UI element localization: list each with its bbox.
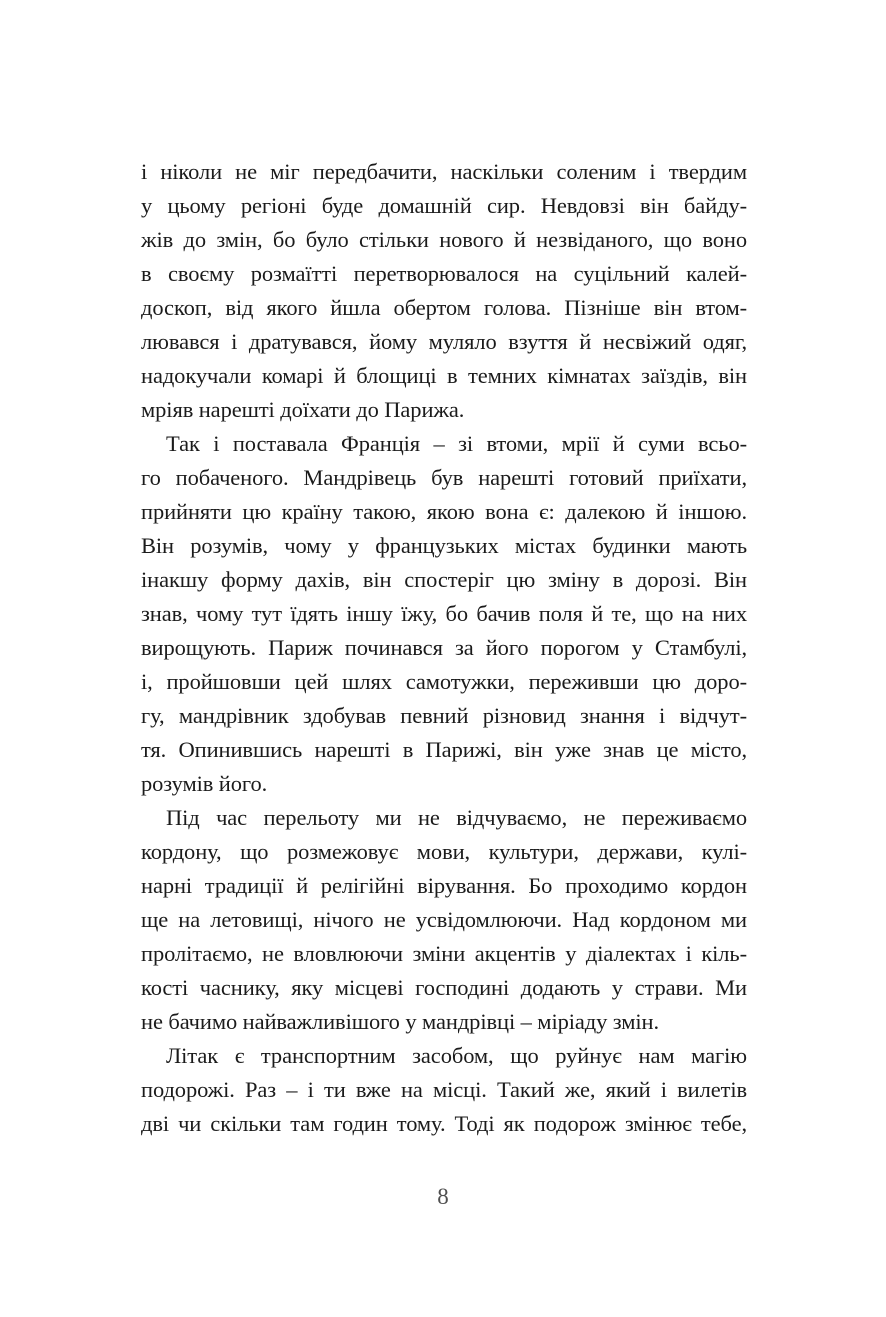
page-number: 8 bbox=[437, 1184, 449, 1209]
text-line: кості часнику, яку місцеві господині додають у страви. Ми bbox=[141, 975, 747, 1000]
paragraph bbox=[141, 1039, 747, 1141]
text-line: Під час перельоту ми не відчуваємо, не переживаємо bbox=[166, 805, 747, 830]
paragraph bbox=[141, 155, 747, 427]
text-line: го побаченого. Мандрівець був нарешті готовий приїхати, bbox=[141, 465, 747, 490]
text-line: розумів його. bbox=[141, 771, 268, 796]
text-line: дві чи скільки там годин тому. Тоді як подорож змінює тебе, bbox=[141, 1111, 747, 1136]
text-line: інакшу форму дахів, він спостеріг цю зміну в дорозі. Він bbox=[141, 567, 747, 592]
text-line: вирощують. Париж починався за його порогом у Стамбулі, bbox=[141, 635, 747, 660]
text-line: і, пройшовши цей шлях самотужки, переживши цю доро- bbox=[141, 669, 747, 694]
text-line: мріяв нарешті доїхати до Парижа. bbox=[141, 397, 465, 422]
text-line: подорожі. Раз – і ти вже на місці. Такий же, який і вилетів bbox=[141, 1077, 747, 1102]
text-line: Так і поставала Франція – зі втоми, мрії й суми всьо- bbox=[166, 431, 747, 456]
text-line: Літак є транспортним засобом, що руйнує нам магію bbox=[166, 1043, 747, 1068]
text-line: і ніколи не міг передбачити, наскільки соленим і твердим bbox=[141, 159, 747, 184]
text-line: не бачимо найважливішого у мандрівці – міріаду змін. bbox=[141, 1009, 660, 1034]
body-text bbox=[141, 155, 747, 1141]
paragraph bbox=[141, 427, 747, 801]
text-line: жів до змін, бо було стільки нового й незвіданого, що воно bbox=[141, 227, 747, 252]
text-line: ще на летовищі, нічого не усвідомлюючи. Над кордоном ми bbox=[141, 907, 747, 932]
paragraph bbox=[141, 801, 747, 1039]
text-line: надокучали комарі й блощиці в темних кімнатах заїздів, він bbox=[141, 363, 747, 388]
text-line: у цьому регіоні буде домашній сир. Невдовзі він байду- bbox=[141, 193, 747, 218]
text-line: прийняти цю країну такою, якою вона є: далекою й іншою. bbox=[141, 499, 747, 524]
text-line: лювався і дратувався, йому муляло взуття й несвіжий одяг, bbox=[141, 329, 747, 354]
text-line: нарні традиції й релігійні вірування. Бо проходимо кордон bbox=[141, 873, 747, 898]
text-line: гу, мандрівник здобував певний різновид знання і відчут- bbox=[141, 703, 747, 728]
text-line: кордону, що розмежовує мови, культури, держави, кулі- bbox=[141, 839, 747, 864]
text-line: доскоп, від якого йшла обертом голова. Пізніше він втом- bbox=[141, 295, 747, 320]
text-line: в своєму розмаїтті перетворювалося на суцільний калей- bbox=[141, 261, 747, 286]
text-line: знав, чому тут їдять іншу їжу, бо бачив поля й те, що на них bbox=[141, 601, 747, 626]
text-line: тя. Опинившись нарешті в Парижі, він уже знав це місто, bbox=[141, 737, 747, 762]
text-line: пролітаємо, не вловлюючи зміни акцентів у діалектах і кіль- bbox=[141, 941, 747, 966]
text-line: Він розумів, чому у французьких містах будинки мають bbox=[141, 533, 747, 558]
